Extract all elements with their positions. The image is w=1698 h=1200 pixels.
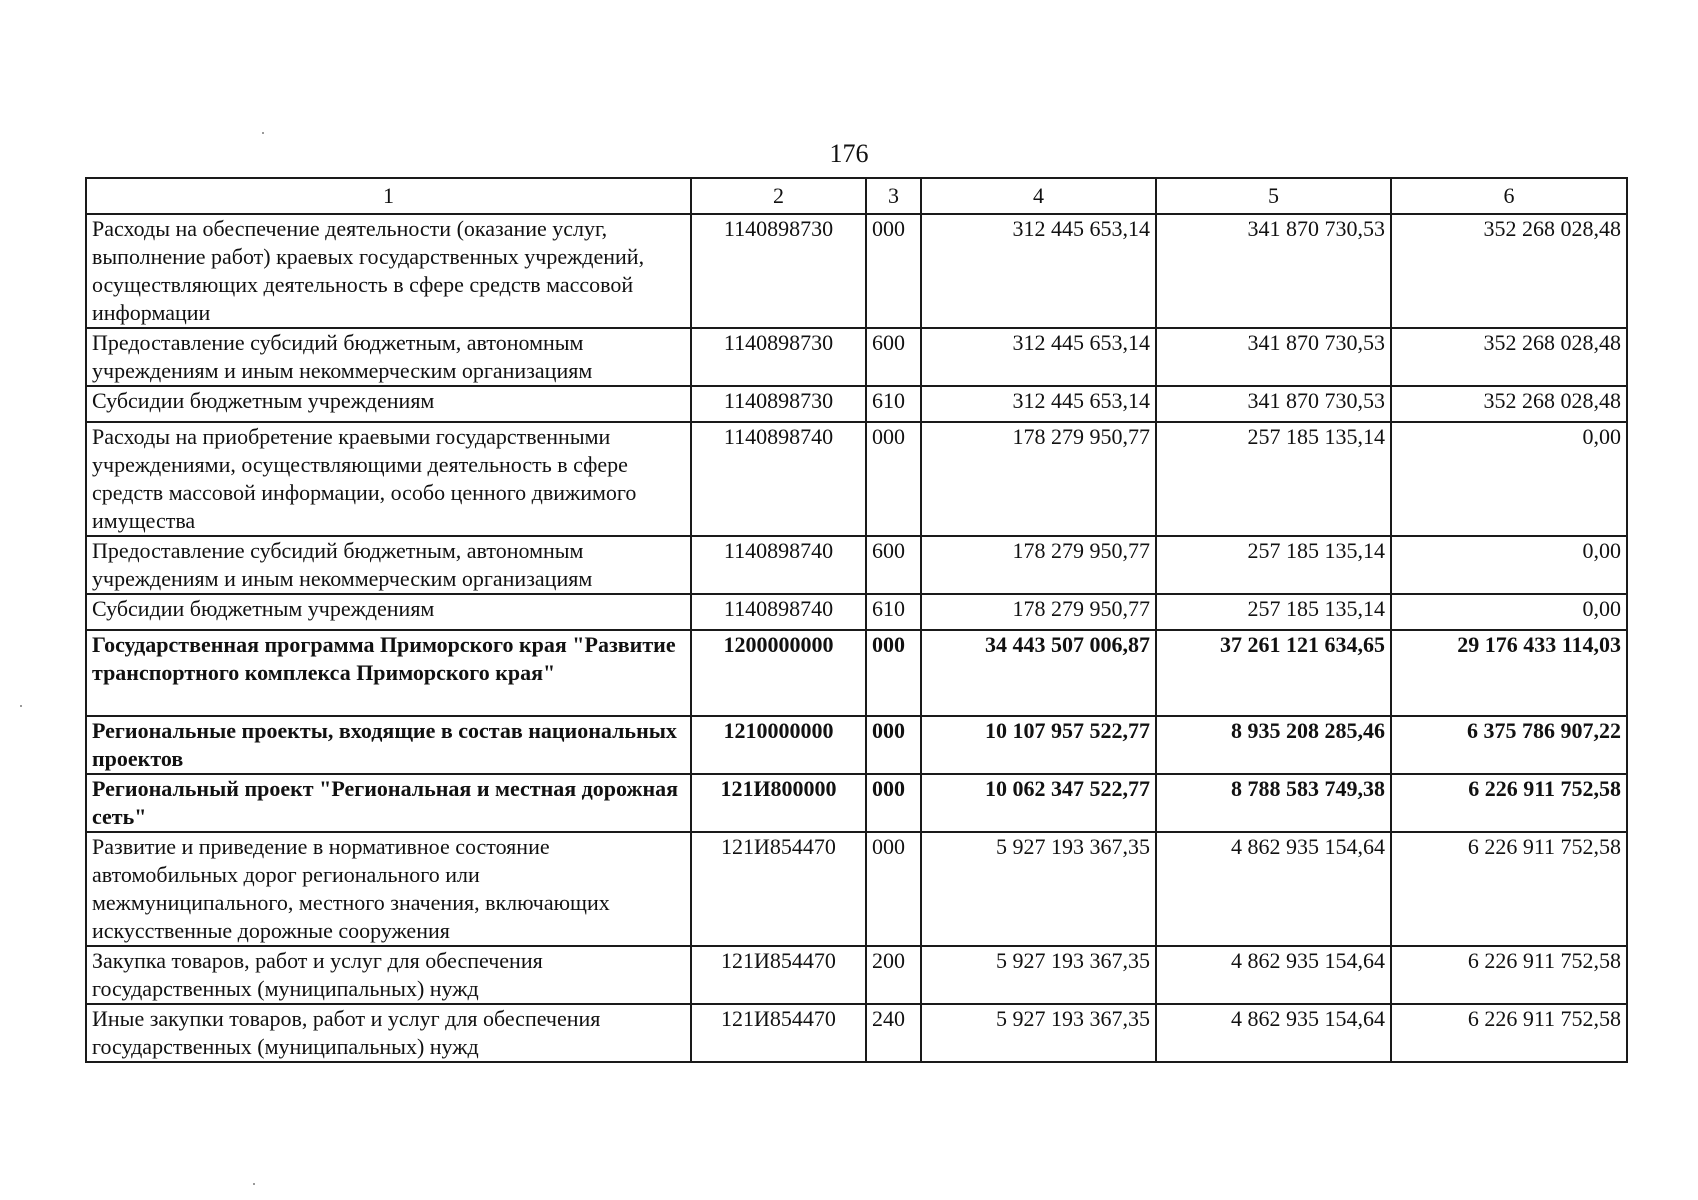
row-name-cell: Иные закупки товаров, работ и услуг для обеспечения государственных (муниципальных) нужд — [86, 1004, 691, 1062]
row-value-col4: 34 443 507 006,87 — [921, 630, 1156, 716]
row-kind-cell: 240 — [866, 1004, 921, 1062]
row-code-cell: 121И800000 — [691, 774, 866, 832]
row-code-cell: 121И854470 — [691, 832, 866, 946]
row-value-col5: 4 862 935 154,64 — [1156, 1004, 1391, 1062]
row-name-cell: Закупка товаров, работ и услуг для обеспечения государственных (муниципальных) нужд — [86, 946, 691, 1004]
table-row — [86, 386, 1627, 422]
row-value-col5: 341 870 730,53 — [1156, 214, 1391, 328]
row-name-cell: Расходы на приобретение краевыми государственными учреждениями, осуществляющими деятельность в сфере средств массовой информации, особо ценного движимого имущества — [86, 422, 691, 536]
row-value-col6: 0,00 — [1391, 594, 1627, 630]
row-value-col4: 5 927 193 367,35 — [921, 946, 1156, 1004]
table-row — [86, 1004, 1627, 1062]
table-row — [86, 946, 1627, 1004]
row-value-col4: 5 927 193 367,35 — [921, 1004, 1156, 1062]
row-kind-cell: 600 — [866, 328, 921, 386]
row-code-cell: 121И854470 — [691, 1004, 866, 1062]
row-code-cell: 1140898730 — [691, 328, 866, 386]
table-row — [86, 832, 1627, 946]
row-value-col4: 10 107 957 522,77 — [921, 716, 1156, 774]
row-value-col6: 0,00 — [1391, 536, 1627, 594]
row-value-col4: 178 279 950,77 — [921, 536, 1156, 594]
row-kind-cell: 610 — [866, 386, 921, 422]
table-body — [86, 214, 1627, 1062]
row-name-cell: Предоставление субсидий бюджетным, автономным учреждениям и иным некоммерческим организациям — [86, 536, 691, 594]
row-kind-cell: 000 — [866, 774, 921, 832]
row-value-col5: 8 935 208 285,46 — [1156, 716, 1391, 774]
row-name-cell: Субсидии бюджетным учреждениям — [86, 594, 691, 630]
row-code-cell: 1140898740 — [691, 536, 866, 594]
row-name-cell: Предоставление субсидий бюджетным, автономным учреждениям и иным некоммерческим организациям — [86, 328, 691, 386]
row-value-col4: 312 445 653,14 — [921, 328, 1156, 386]
row-code-cell: 1140898740 — [691, 422, 866, 536]
row-value-col4: 312 445 653,14 — [921, 386, 1156, 422]
table-row — [86, 716, 1627, 774]
row-kind-cell: 200 — [866, 946, 921, 1004]
row-value-col6: 29 176 433 114,03 — [1391, 630, 1627, 716]
row-value-col5: 341 870 730,53 — [1156, 386, 1391, 422]
row-code-cell: 1210000000 — [691, 716, 866, 774]
row-value-col5: 4 862 935 154,64 — [1156, 946, 1391, 1004]
row-value-col6: 6 226 911 752,58 — [1391, 774, 1627, 832]
row-value-col6: 6 375 786 907,22 — [1391, 716, 1627, 774]
page-number: 176 — [829, 139, 869, 168]
row-value-col6: 6 226 911 752,58 — [1391, 1004, 1627, 1062]
row-value-col4: 178 279 950,77 — [921, 594, 1156, 630]
budget-table — [85, 177, 1628, 1063]
row-value-col4: 312 445 653,14 — [921, 214, 1156, 328]
table-row — [86, 630, 1627, 716]
column-header: 6 — [1391, 178, 1627, 214]
scan-speck — [262, 132, 264, 134]
column-header: 2 — [691, 178, 866, 214]
column-header: 4 — [921, 178, 1156, 214]
row-value-col5: 341 870 730,53 — [1156, 328, 1391, 386]
row-value-col6: 352 268 028,48 — [1391, 214, 1627, 328]
row-value-col6: 6 226 911 752,58 — [1391, 946, 1627, 1004]
scan-speck — [253, 1183, 255, 1185]
row-code-cell: 1140898730 — [691, 386, 866, 422]
row-code-cell: 121И854470 — [691, 946, 866, 1004]
row-kind-cell: 000 — [866, 832, 921, 946]
row-value-col5: 257 185 135,14 — [1156, 536, 1391, 594]
row-name-cell: Расходы на обеспечение деятельности (оказание услуг, выполнение работ) краевых государственных учреждений, осуществляющих деятельность в сфере средств массовой информации — [86, 214, 691, 328]
column-header: 1 — [86, 178, 691, 214]
row-name-cell: Региональные проекты, входящие в состав национальных проектов — [86, 716, 691, 774]
table-row — [86, 594, 1627, 630]
row-value-col6: 0,00 — [1391, 422, 1627, 536]
scan-speck — [20, 705, 22, 707]
row-value-col5: 257 185 135,14 — [1156, 594, 1391, 630]
row-kind-cell: 600 — [866, 536, 921, 594]
table-row — [86, 774, 1627, 832]
row-value-col4: 5 927 193 367,35 — [921, 832, 1156, 946]
row-code-cell: 1140898740 — [691, 594, 866, 630]
row-value-col6: 6 226 911 752,58 — [1391, 832, 1627, 946]
row-kind-cell: 610 — [866, 594, 921, 630]
row-value-col5: 4 862 935 154,64 — [1156, 832, 1391, 946]
row-name-cell: Государственная программа Приморского края "Развитие транспортного комплекса Приморского края" — [86, 630, 691, 716]
row-name-cell: Региональный проект "Региональная и местная дорожная сеть" — [86, 774, 691, 832]
row-value-col4: 178 279 950,77 — [921, 422, 1156, 536]
row-name-cell: Субсидии бюджетным учреждениям — [86, 386, 691, 422]
row-value-col5: 8 788 583 749,38 — [1156, 774, 1391, 832]
row-kind-cell: 000 — [866, 630, 921, 716]
row-value-col5: 257 185 135,14 — [1156, 422, 1391, 536]
row-code-cell: 1140898730 — [691, 214, 866, 328]
row-kind-cell: 000 — [866, 422, 921, 536]
row-value-col6: 352 268 028,48 — [1391, 328, 1627, 386]
table-header-row — [86, 178, 1627, 214]
column-header: 5 — [1156, 178, 1391, 214]
row-value-col4: 10 062 347 522,77 — [921, 774, 1156, 832]
row-value-col5: 37 261 121 634,65 — [1156, 630, 1391, 716]
table-row — [86, 536, 1627, 594]
row-kind-cell: 000 — [866, 716, 921, 774]
row-kind-cell: 000 — [866, 214, 921, 328]
table-row — [86, 422, 1627, 536]
row-name-cell: Развитие и приведение в нормативное состояние автомобильных дорог регионального или межмуниципального, местного значения, включающих искусственные дорожные сооружения — [86, 832, 691, 946]
table-row — [86, 214, 1627, 328]
column-header: 3 — [866, 178, 921, 214]
table-row — [86, 328, 1627, 386]
row-code-cell: 1200000000 — [691, 630, 866, 716]
row-value-col6: 352 268 028,48 — [1391, 386, 1627, 422]
